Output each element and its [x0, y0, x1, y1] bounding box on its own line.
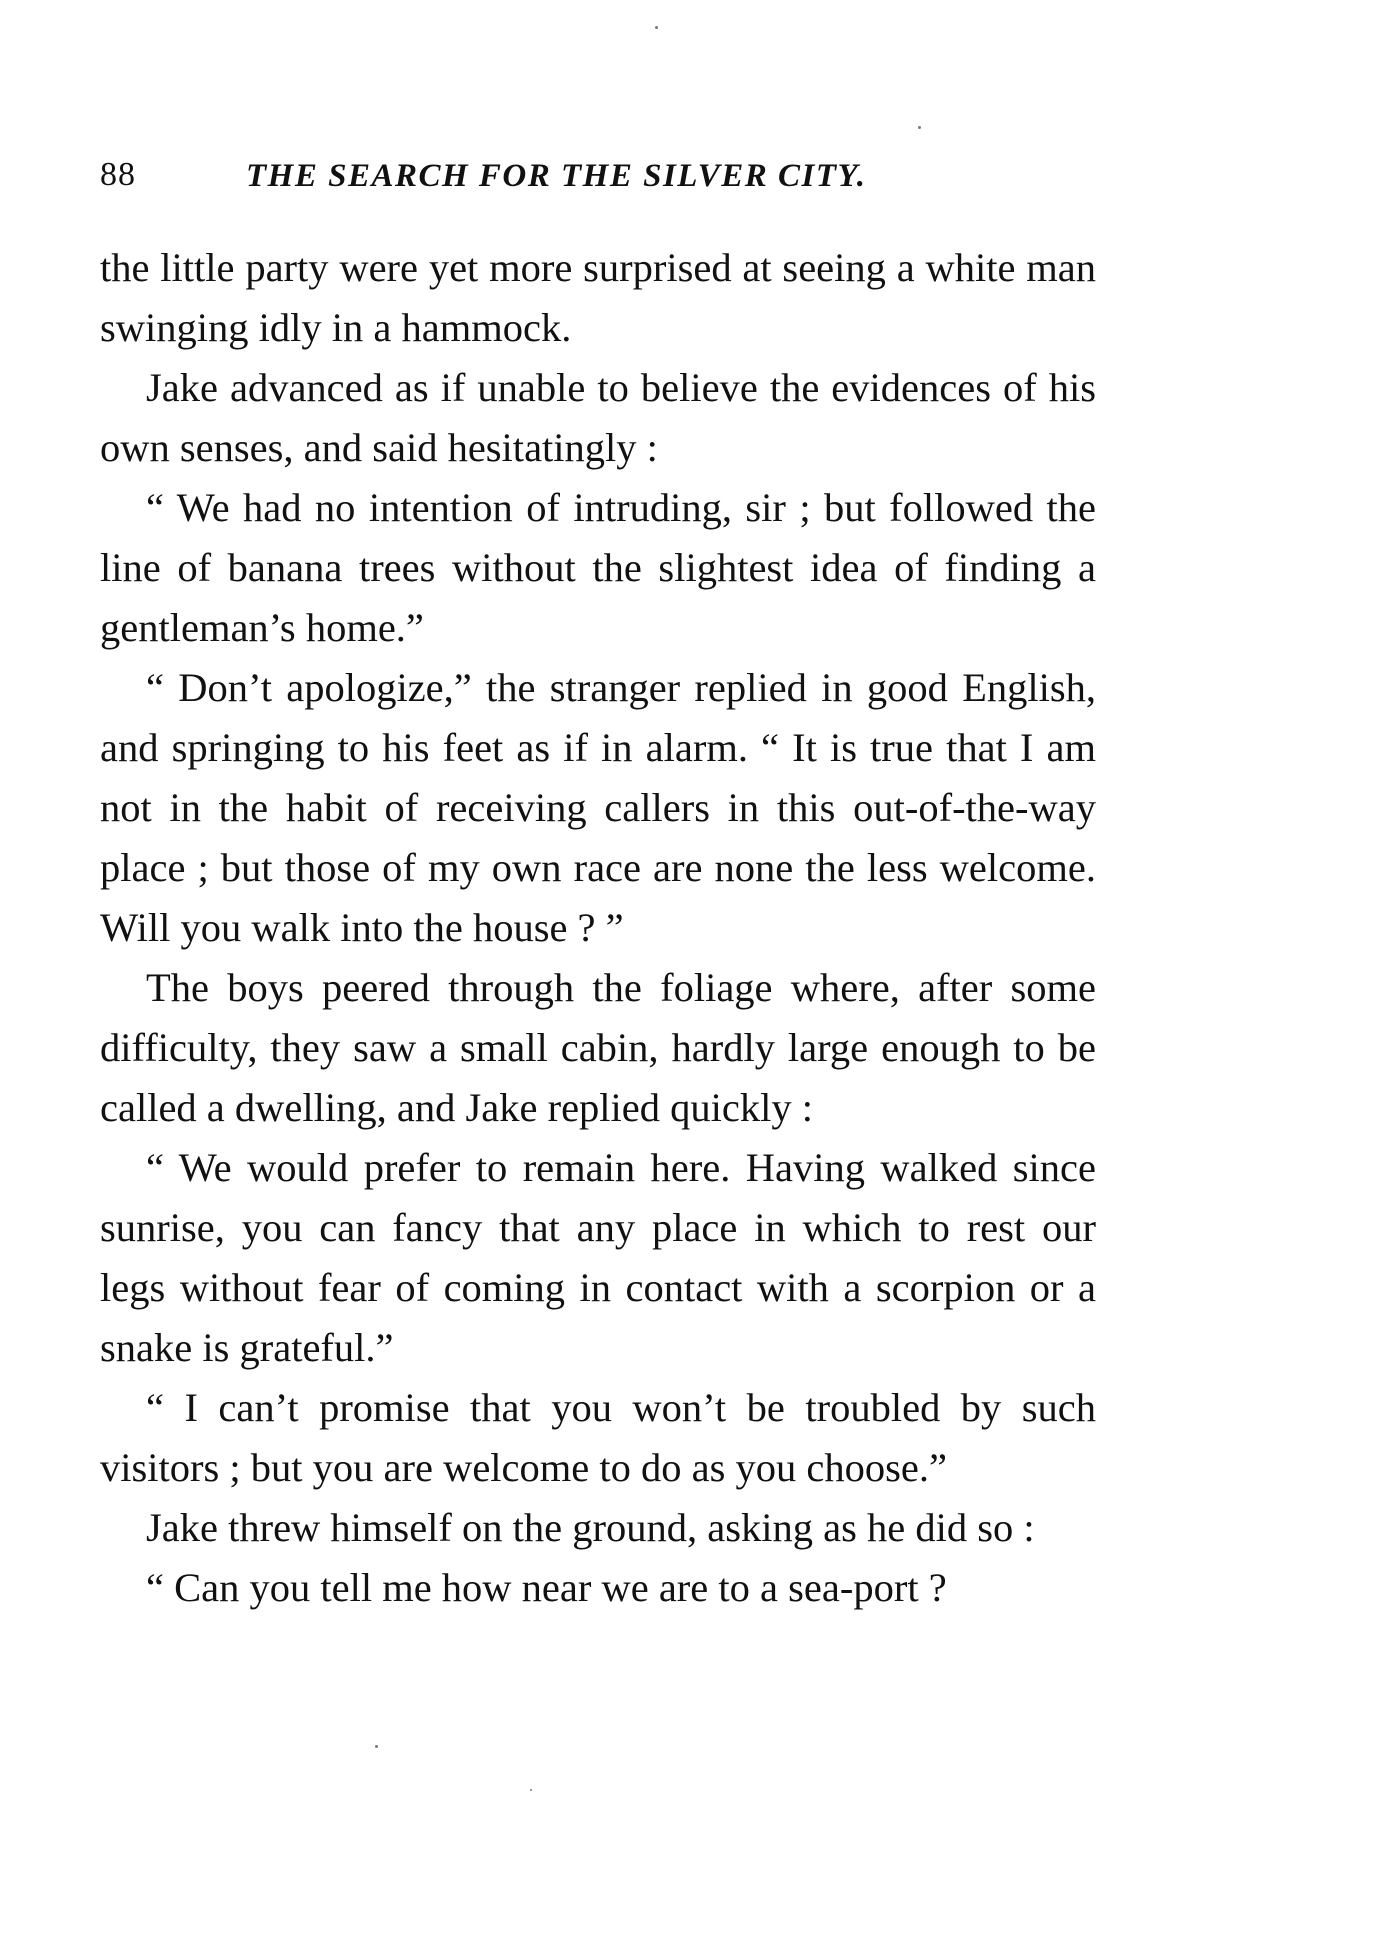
page-number: 88 [100, 156, 136, 193]
paragraph: the little party were yet more surprised at seeing a white man swinging idly in a hammock. [100, 245, 1096, 350]
paragraph: Jake advanced as if unable to believe the evidences of his own senses, and said hesitatingly : [100, 365, 1096, 470]
paragraph: The boys peered through the foliage where, after some difficulty, they saw a small cabin, hardly large enough to be called a dwelling, and Jake replied quickly : [100, 965, 1096, 1130]
running-head: THE SEARCH FOR THE SILVER CITY. [246, 158, 867, 194]
paragraph: “ Can you tell me how near we are to a sea-port ? [146, 1565, 947, 1610]
paragraph: “ We would prefer to remain here. Having walked since sunrise, you can fancy that any place in which to rest our legs without fear of coming in contact with a scorpion or a snake is grateful.” [100, 1145, 1096, 1370]
paper-speck [530, 1789, 532, 1791]
body-text [100, 238, 1096, 1618]
paragraph: Jake threw himself on the ground, asking as he did so : [146, 1505, 1035, 1550]
paper-speck [655, 26, 658, 29]
paragraph: “ I can’t promise that you won’t be troubled by such visitors ; but you are welcome to do as you choose.” [100, 1385, 1096, 1490]
paragraph: “ Don’t apologize,” the stranger replied in good English, and springing to his feet as if in alarm. “ It is true that I am not in the habit of receiving callers in this out-of-the-way place ; but those of my own race are none the less welcome. Will you walk into the house ? ” [100, 665, 1096, 950]
paragraph: “ We had no intention of intruding, sir ; but followed the line of banana trees without the slightest idea of finding a gentleman’s home.” [100, 485, 1096, 650]
page-header [100, 156, 980, 206]
paper-speck [375, 1745, 378, 1748]
paper-speck [918, 126, 921, 129]
